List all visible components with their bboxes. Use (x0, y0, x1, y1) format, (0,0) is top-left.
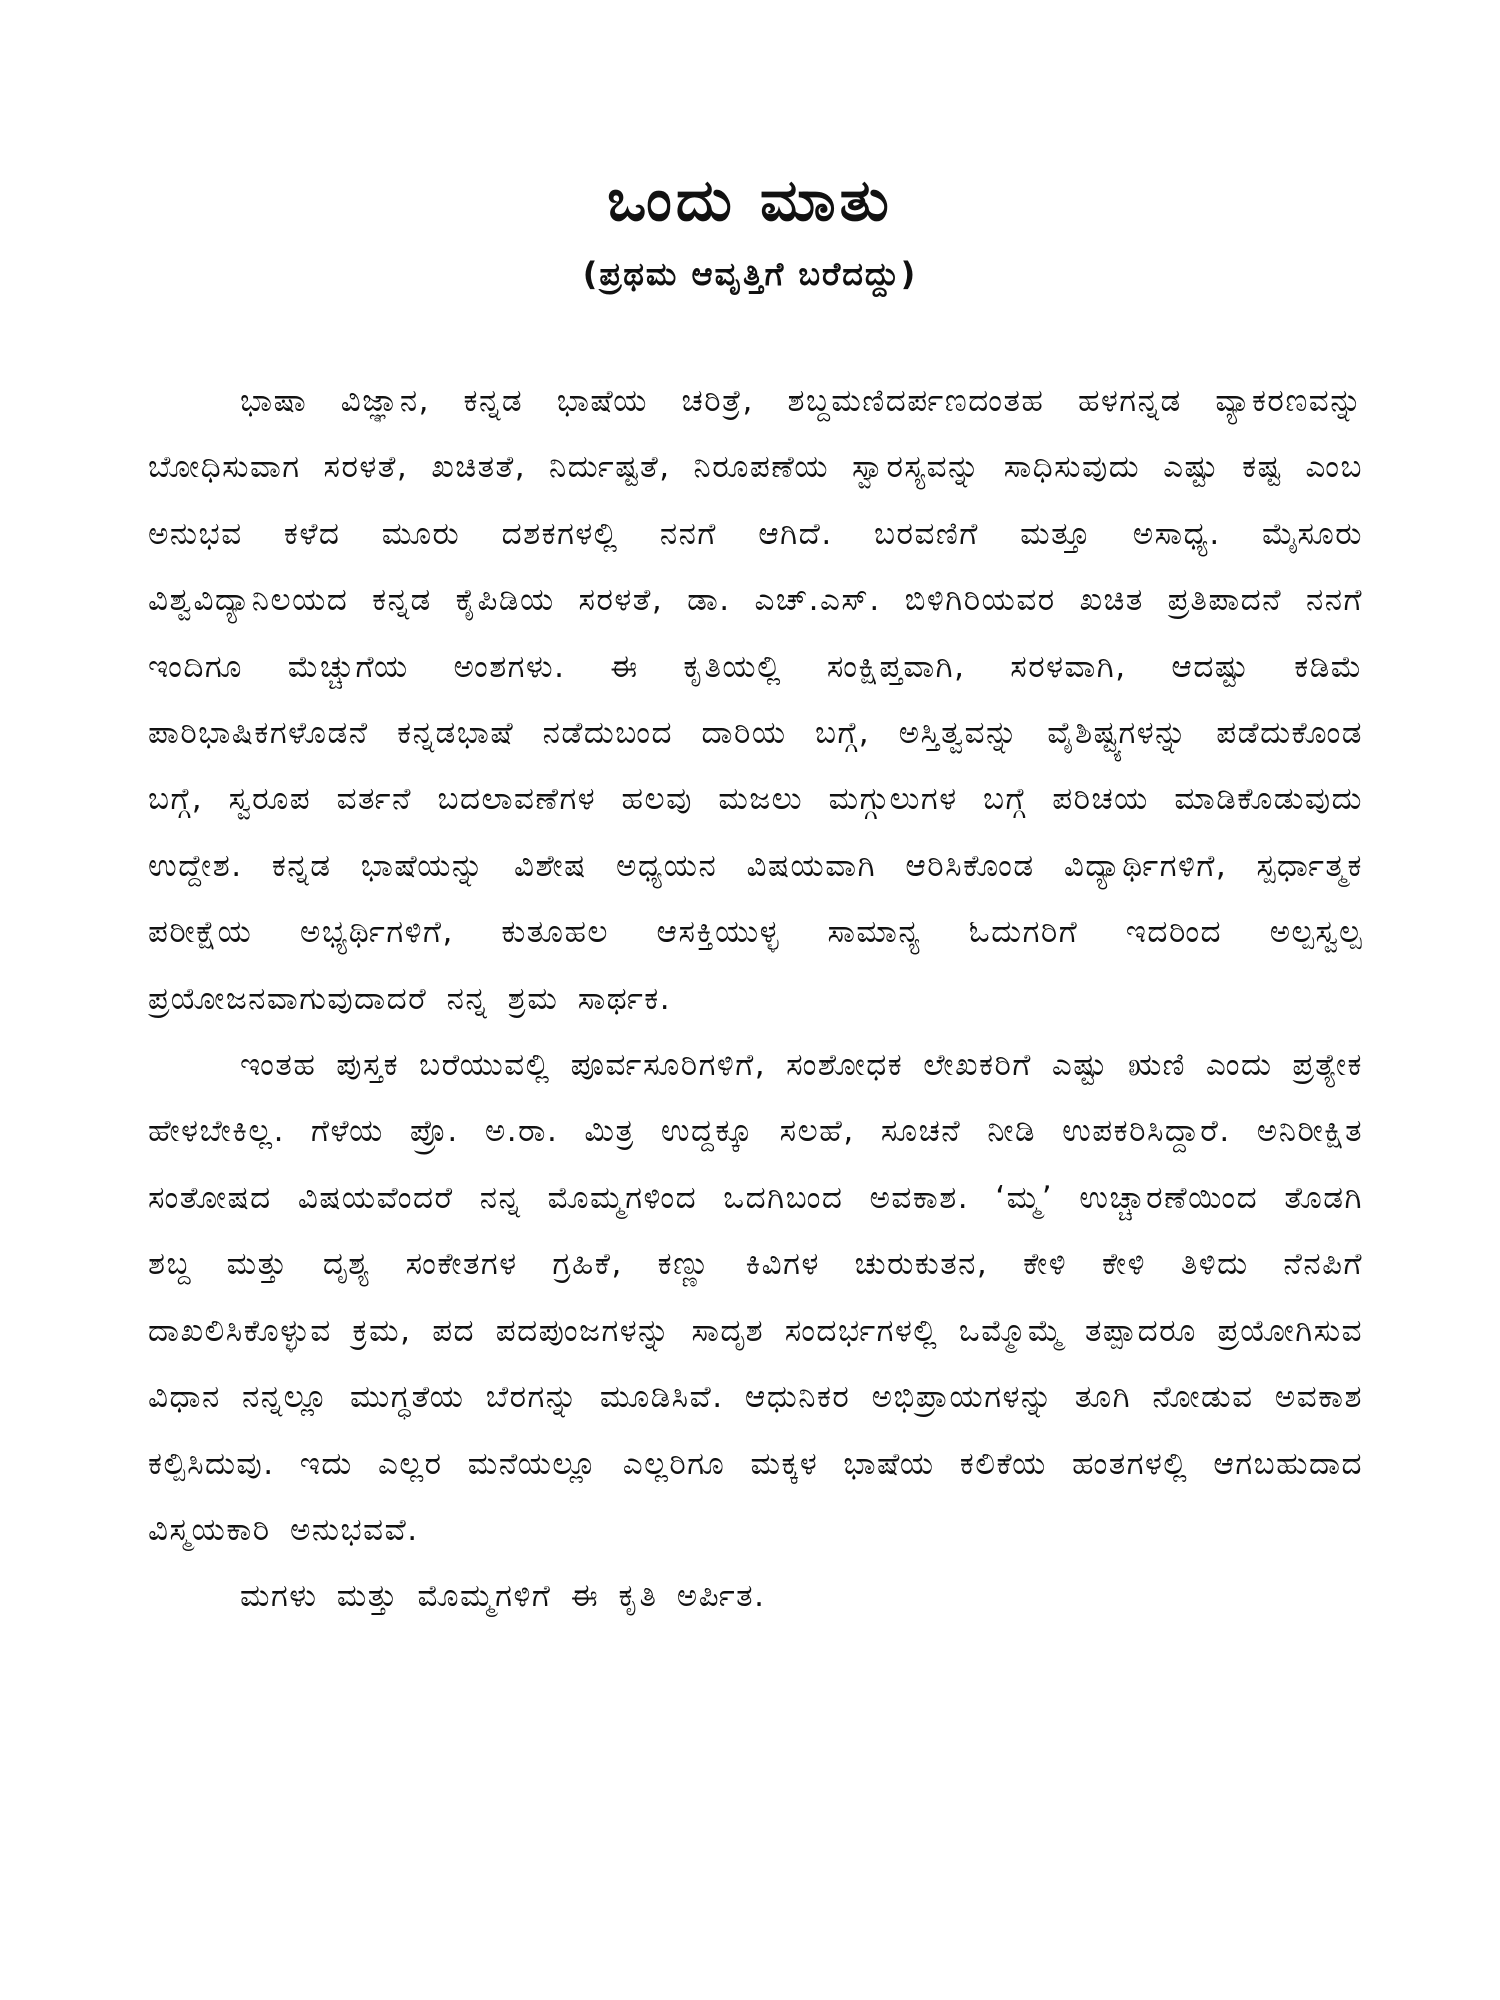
page-title: ಒಂದು ಮಾತು (607, 166, 893, 234)
paragraph-acknowledgements: ಇಂತಹ ಪುಸ್ತಕ ಬರೆಯುವಲ್ಲಿ ಪೂರ್ವಸೂರಿಗಳಿಗೆ, ಸಂಶೋಧಕ ಲೇಖಕರಿಗೆ ಎಷ್ಟು ಋಣಿ ಎಂದು ಪ್ರತ್ಯೇಕ ಹೇಳಬೇಕಿಲ್ಲ. ಗೆಳೆಯ ಪ್ರೊ. ಅ.ರಾ. ಮಿತ್ರ ಉದ್ದಕ್ಕೂ ಸಲಹೆ, ಸೂಚನೆ ನೀಡಿ ಉಪಕರಿಸಿದ್ದಾರೆ. ಅನಿರೀಕ್ಷಿತ ಸಂತೋಷದ ವಿಷಯವೆಂದರೆ ನನ್ನ ಮೊಮ್ಮಗಳಿಂದ ಒದಗಿಬಂದ ಅವಕಾಶ. ‘ಮ್ಮ’ ಉಚ್ಚಾರಣೆಯಿಂದ ತೊಡಗಿ ಶಬ್ದ ಮತ್ತು ದೃಶ್ಯ ಸಂಕೇತಗಳ ಗ್ರಹಿಕೆ, ಕಣ್ಣು ಕಿವಿಗಳ ಚುರುಕುತನ, ಕೇಳಿ ಕೇಳಿ ತಿಳಿದು ನೆನಪಿಗೆ ದಾಖಲಿಸಿಕೊಳ್ಳುವ ಕ್ರಮ, ಪದ ಪದಪುಂಜಗಳನ್ನು ಸಾದೃಶ ಸಂದರ್ಭಗಳಲ್ಲಿ ಒಮ್ಮೊಮ್ಮೆ ತಪ್ಪಾದರೂ ಪ್ರಯೋಗಿಸುವ ವಿಧಾನ ನನ್ನಲ್ಲೂ ಮುಗ್ಧತೆಯ ಬೆರಗನ್ನು ಮೂಡಿಸಿವೆ. ಆಧುನಿಕರ ಅಭಿಪ್ರಾಯಗಳನ್ನು ತೂಗಿ ನೋಡುವ ಅವಕಾಶ ಕಲ್ಪಿಸಿದುವು. ಇದು ಎಲ್ಲರ ಮನೆಯಲ್ಲೂ ಎಲ್ಲರಿಗೂ ಮಕ್ಕಳ ಭಾಷೆಯ ಕಲಿಕೆಯ ಹಂತಗಳಲ್ಲಿ ಆಗಬಹುದಾದ ವಿಸ್ಮಯಕಾರಿ ಅನುಭವವೆ. (148, 1047, 1363, 1548)
body-text (148, 368, 1363, 1630)
paragraph-dedication: ಮಗಳು ಮತ್ತು ಮೊಮ್ಮಗಳಿಗೆ ಈ ಕೃತಿ ಅರ್ಪಿತ. (240, 1578, 766, 1615)
paragraph-intro: ಭಾಷಾ ವಿಜ್ಞಾನ, ಕನ್ನಡ ಭಾಷೆಯ ಚರಿತ್ರೆ, ಶಬ್ದಮಣಿದರ್ಪಣದಂತಹ ಹಳಗನ್ನಡ ವ್ಯಾಕರಣವನ್ನು ಬೋಧಿಸುವಾಗ ಸರಳತೆ, ಖಚಿತತೆ, ನಿರ್ದುಷ್ಟತೆ, ನಿರೂಪಣೆಯ ಸ್ವಾರಸ್ಯವನ್ನು ಸಾಧಿಸುವುದು ಎಷ್ಟು ಕಷ್ಟ ಎಂಬ ಅನುಭವ ಕಳೆದ ಮೂರು ದಶಕಗಳಲ್ಲಿ ನನಗೆ ಆಗಿದೆ. ಬರವಣಿಗೆ ಮತ್ತೂ ಅಸಾಧ್ಯ. ಮೈಸೂರು ವಿಶ್ವವಿದ್ಯಾನಿಲಯದ ಕನ್ನಡ ಕೈಪಿಡಿಯ ಸರಳತೆ, ಡಾ. ಎಚ್.ಎಸ್. ಬಿಳಿಗಿರಿಯವರ ಖಚಿತ ಪ್ರತಿಪಾದನೆ ನನಗೆ ಇಂದಿಗೂ ಮೆಚ್ಚುಗೆಯ ಅಂಶಗಳು. ಈ ಕೃತಿಯಲ್ಲಿ ಸಂಕ್ಷಿಪ್ತವಾಗಿ, ಸರಳವಾಗಿ, ಆದಷ್ಟು ಕಡಿಮೆ ಪಾರಿಭಾಷಿಕಗಳೊಡನೆ ಕನ್ನಡಭಾಷೆ ನಡೆದುಬಂದ ದಾರಿಯ ಬಗ್ಗೆ, ಅಸ್ತಿತ್ವವನ್ನು ವೈಶಿಷ್ಟ್ಯಗಳನ್ನು ಪಡೆದುಕೊಂಡ ಬಗ್ಗೆ, ಸ್ವರೂಪ ವರ್ತನೆ ಬದಲಾವಣೆಗಳ ಹಲವು ಮಜಲು ಮಗ್ಗುಲುಗಳ ಬಗ್ಗೆ ಪರಿಚಯ ಮಾಡಿಕೊಡುವುದು ಉದ್ದೇಶ. ಕನ್ನಡ ಭಾಷೆಯನ್ನು ವಿಶೇಷ ಅಧ್ಯಯನ ವಿಷಯವಾಗಿ ಆರಿಸಿಕೊಂಡ ವಿದ್ಯಾರ್ಥಿಗಳಿಗೆ, ಸ್ಪರ್ಧಾತ್ಮಕ ಪರೀಕ್ಷೆಯ ಅಭ್ಯರ್ಥಿಗಳಿಗೆ, ಕುತೂಹಲ ಆಸಕ್ತಿಯುಳ್ಳ ಸಾಮಾನ್ಯ ಓದುಗರಿಗೆ ಇದರಿಂದ ಅಲ್ಪಸ್ವಲ್ಪ ಪ್ರಯೋಜನವಾಗುವುದಾದರೆ ನನ್ನ ಶ್ರಮ ಸಾರ್ಥಕ. (148, 383, 1363, 1017)
page-subtitle: (ಪ್ರಥಮ ಆವೃತ್ತಿಗೆ ಬರೆದದ್ದು) (582, 255, 918, 293)
